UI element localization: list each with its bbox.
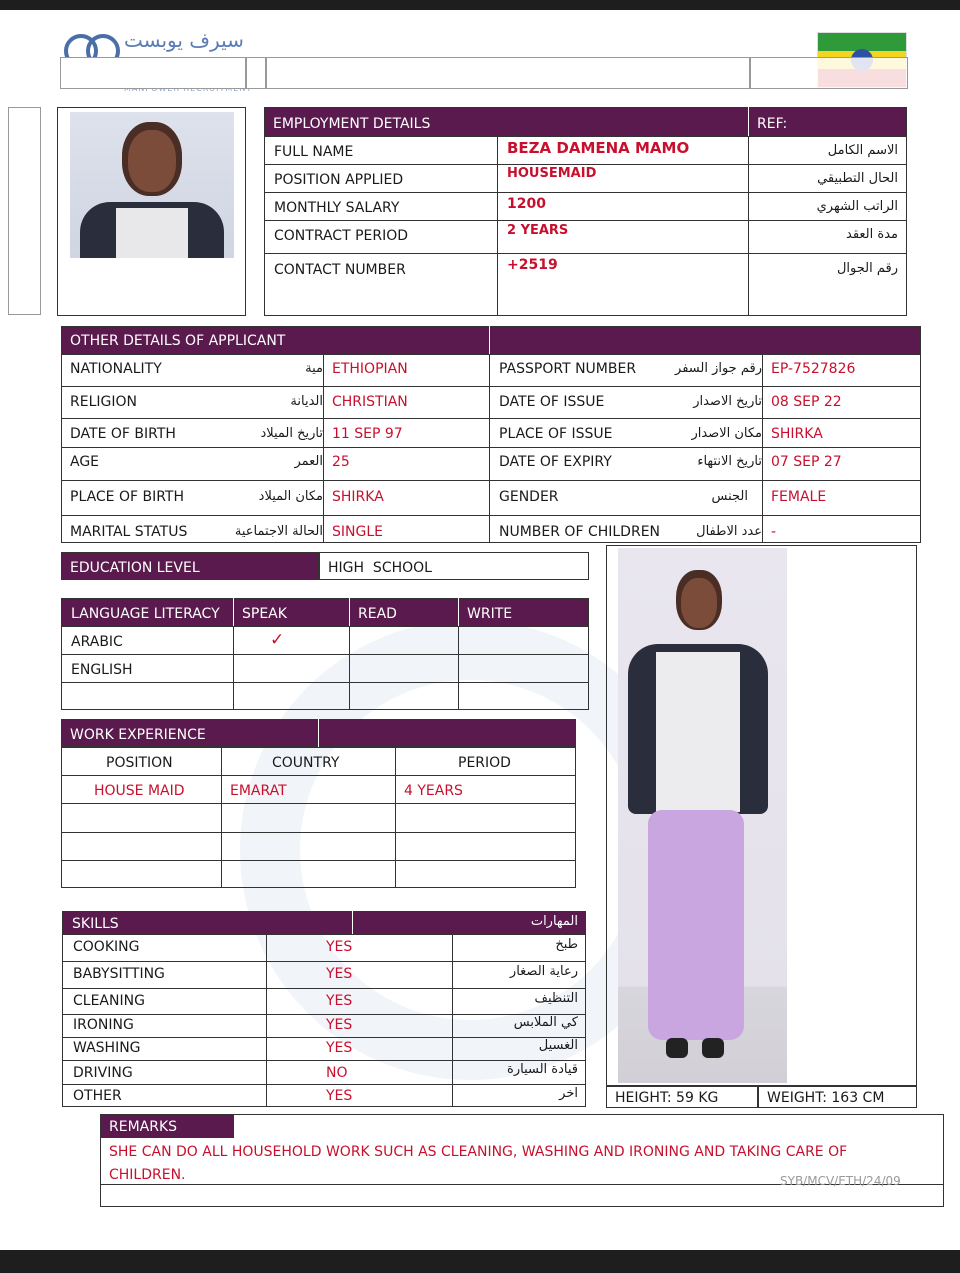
work-position-value: HOUSE MAID	[94, 783, 185, 799]
salary-value: 1200	[507, 196, 546, 212]
children-ar: عدد الاطفال	[696, 524, 762, 539]
employment-label-contact: CONTACT NUMBER	[274, 262, 406, 278]
language-header-literacy: LANGUAGE LITERACY	[71, 606, 220, 622]
place-of-issue-value: SHIRKA	[771, 426, 823, 442]
skill-other: OTHER	[73, 1088, 122, 1104]
language-header-speak: SPEAK	[242, 606, 287, 622]
language-english: ENGLISH	[71, 662, 133, 678]
work-header-position: POSITION	[106, 755, 173, 771]
place-of-issue-ar: مكان الاصدار	[691, 426, 762, 441]
skill-driving-ar: قيادة السيارة	[507, 1062, 578, 1077]
marital-status-label: MARITAL STATUS	[70, 524, 188, 540]
top-black-bar	[0, 0, 960, 10]
header-box-2	[246, 57, 266, 89]
language-arabic: ARABIC	[71, 634, 123, 650]
dob-value: 11 SEP 97	[332, 426, 403, 442]
skill-driving: DRIVING	[73, 1065, 133, 1081]
education-label: EDUCATION LEVEL	[70, 560, 200, 576]
employment-ar-fullname: الاسم الكامل	[827, 143, 898, 158]
employment-table	[264, 136, 907, 316]
language-header-read: READ	[358, 606, 397, 622]
skills-title-ar: المهارات	[530, 914, 578, 929]
skill-other-ar: اخر	[559, 1086, 578, 1101]
header-box-3	[266, 57, 750, 89]
skill-driving-value: NO	[326, 1065, 348, 1081]
skill-cleaning-value: YES	[326, 993, 353, 1009]
employment-ar-salary: الراتب الشهري	[816, 199, 898, 214]
contract-value: 2 YEARS	[507, 223, 569, 238]
skill-babysitting-value: YES	[326, 966, 353, 982]
place-of-birth-label: PLACE OF BIRTH	[70, 489, 185, 505]
remarks-text: SHE CAN DO ALL HOUSEHOLD WORK SUCH AS CLEANING, WASHING AND IRONING AND TAKING CARE OF CHILDREN.	[109, 1144, 848, 1183]
arabic-speak-check-icon: ✓	[270, 630, 285, 650]
employment-ar-position: الحال التطبيقي	[817, 171, 898, 186]
education-value: HIGH SCHOOL	[328, 560, 432, 576]
language-header-write: WRITE	[467, 606, 513, 622]
employment-title: EMPLOYMENT DETAILS	[273, 116, 431, 132]
language-table	[61, 626, 589, 710]
children-value: -	[771, 524, 777, 540]
header-box-4	[750, 57, 908, 89]
skills-header	[62, 911, 586, 934]
skill-washing-ar: الغسيل	[538, 1038, 578, 1053]
gender-ar: الجنس	[711, 489, 748, 504]
marital-status-value: SINGLE	[332, 524, 383, 540]
skill-cleaning: CLEANING	[73, 993, 145, 1009]
religion-value: CHRISTIAN	[332, 394, 408, 410]
full-body-photo	[618, 548, 787, 1083]
skill-cleaning-ar: التنظيف	[534, 991, 578, 1006]
skill-washing: WASHING	[73, 1040, 141, 1056]
other-details-title: OTHER DETAILS OF APPLICANT	[70, 333, 286, 349]
work-header-period: PERIOD	[458, 755, 511, 771]
date-of-issue-label: DATE OF ISSUE	[499, 394, 605, 410]
children-label: NUMBER OF CHILDREN	[499, 524, 661, 540]
employment-label-salary: MONTHLY SALARY	[274, 200, 400, 216]
skills-title: SKILLS	[72, 916, 119, 932]
age-label: AGE	[70, 454, 100, 470]
height-value: HEIGHT: 59 KG	[615, 1090, 719, 1106]
passport-number-value: EP-7527826	[771, 361, 856, 377]
date-of-issue-value: 08 SEP 22	[771, 394, 842, 410]
contact-value: +2519	[507, 257, 558, 273]
employment-ar-contact: رقم الجوال	[836, 261, 898, 276]
side-box	[8, 107, 41, 315]
marital-status-ar: الحالة الاجتماعية	[234, 524, 323, 539]
employment-divider	[748, 107, 749, 136]
document-code: SYB/MCV/ETH/24/09	[780, 1174, 901, 1188]
date-of-expiry-value: 07 SEP 27	[771, 454, 842, 470]
religion-label: RELIGION	[70, 394, 137, 410]
skills-table	[62, 934, 586, 1107]
place-of-issue-label: PLACE OF ISSUE	[499, 426, 613, 442]
gender-label: GENDER	[499, 489, 559, 505]
work-country-value: EMARAT	[230, 783, 287, 799]
skill-ironing-ar: كي الملابس	[513, 1015, 578, 1030]
religion-ar: الديانة	[290, 394, 323, 409]
full-name-value: BEZA DAMENA MAMO	[507, 139, 690, 157]
skill-ironing-value: YES	[326, 1017, 353, 1033]
employment-ar-contract: مدة العقد	[846, 227, 898, 242]
skill-cooking-value: YES	[326, 939, 353, 955]
portrait-photo	[70, 112, 234, 258]
dob-ar: تاريخ الميلاد	[260, 426, 323, 441]
ref-label: REF:	[757, 116, 788, 132]
weight-value: WEIGHT: 163 CM	[767, 1090, 885, 1106]
logo-text-ar: سيرف يوبست	[124, 28, 244, 52]
skill-cooking-ar: طبخ	[555, 937, 578, 952]
work-title: WORK EXPERIENCE	[70, 727, 206, 743]
passport-number-label: PASSPORT NUMBER	[499, 361, 637, 377]
remarks-title: REMARKS	[109, 1119, 178, 1135]
dob-label: DATE OF BIRTH	[70, 426, 176, 442]
age-value: 25	[332, 454, 350, 470]
work-header-country: COUNTRY	[272, 755, 340, 771]
position-value: HOUSEMAID	[507, 166, 597, 181]
place-of-birth-value: SHIRKA	[332, 489, 384, 505]
header-box-1	[60, 57, 246, 89]
work-period-value: 4 YEARS	[404, 783, 463, 799]
gender-value: FEMALE	[771, 489, 827, 505]
skill-cooking: COOKING	[73, 939, 140, 955]
skill-babysitting-ar: رعاية الصغار	[509, 964, 578, 979]
skill-other-value: YES	[326, 1088, 353, 1104]
employment-label-position: POSITION APPLIED	[274, 172, 404, 188]
skill-ironing: IRONING	[73, 1017, 134, 1033]
bottom-black-bar	[0, 1250, 960, 1273]
age-ar: العمر	[294, 454, 323, 469]
nationality-ar: مية	[305, 361, 323, 376]
nationality-label: NATIONALITY	[70, 361, 162, 377]
passport-number-ar: رقم جواز السفر	[675, 361, 762, 376]
date-of-expiry-ar: تاريخ الانتهاء	[697, 454, 762, 469]
employment-label-fullname: FULL NAME	[274, 144, 354, 160]
employment-label-contract: CONTRACT PERIOD	[274, 228, 409, 244]
date-of-issue-ar: تاريخ الاصدار	[693, 394, 762, 409]
date-of-expiry-label: DATE OF EXPIRY	[499, 454, 612, 470]
place-of-birth-ar: مكان الميلاد	[258, 489, 323, 504]
skill-washing-value: YES	[326, 1040, 353, 1056]
skill-babysitting: BABYSITTING	[73, 966, 165, 982]
nationality-value: ETHIOPIAN	[332, 361, 408, 377]
